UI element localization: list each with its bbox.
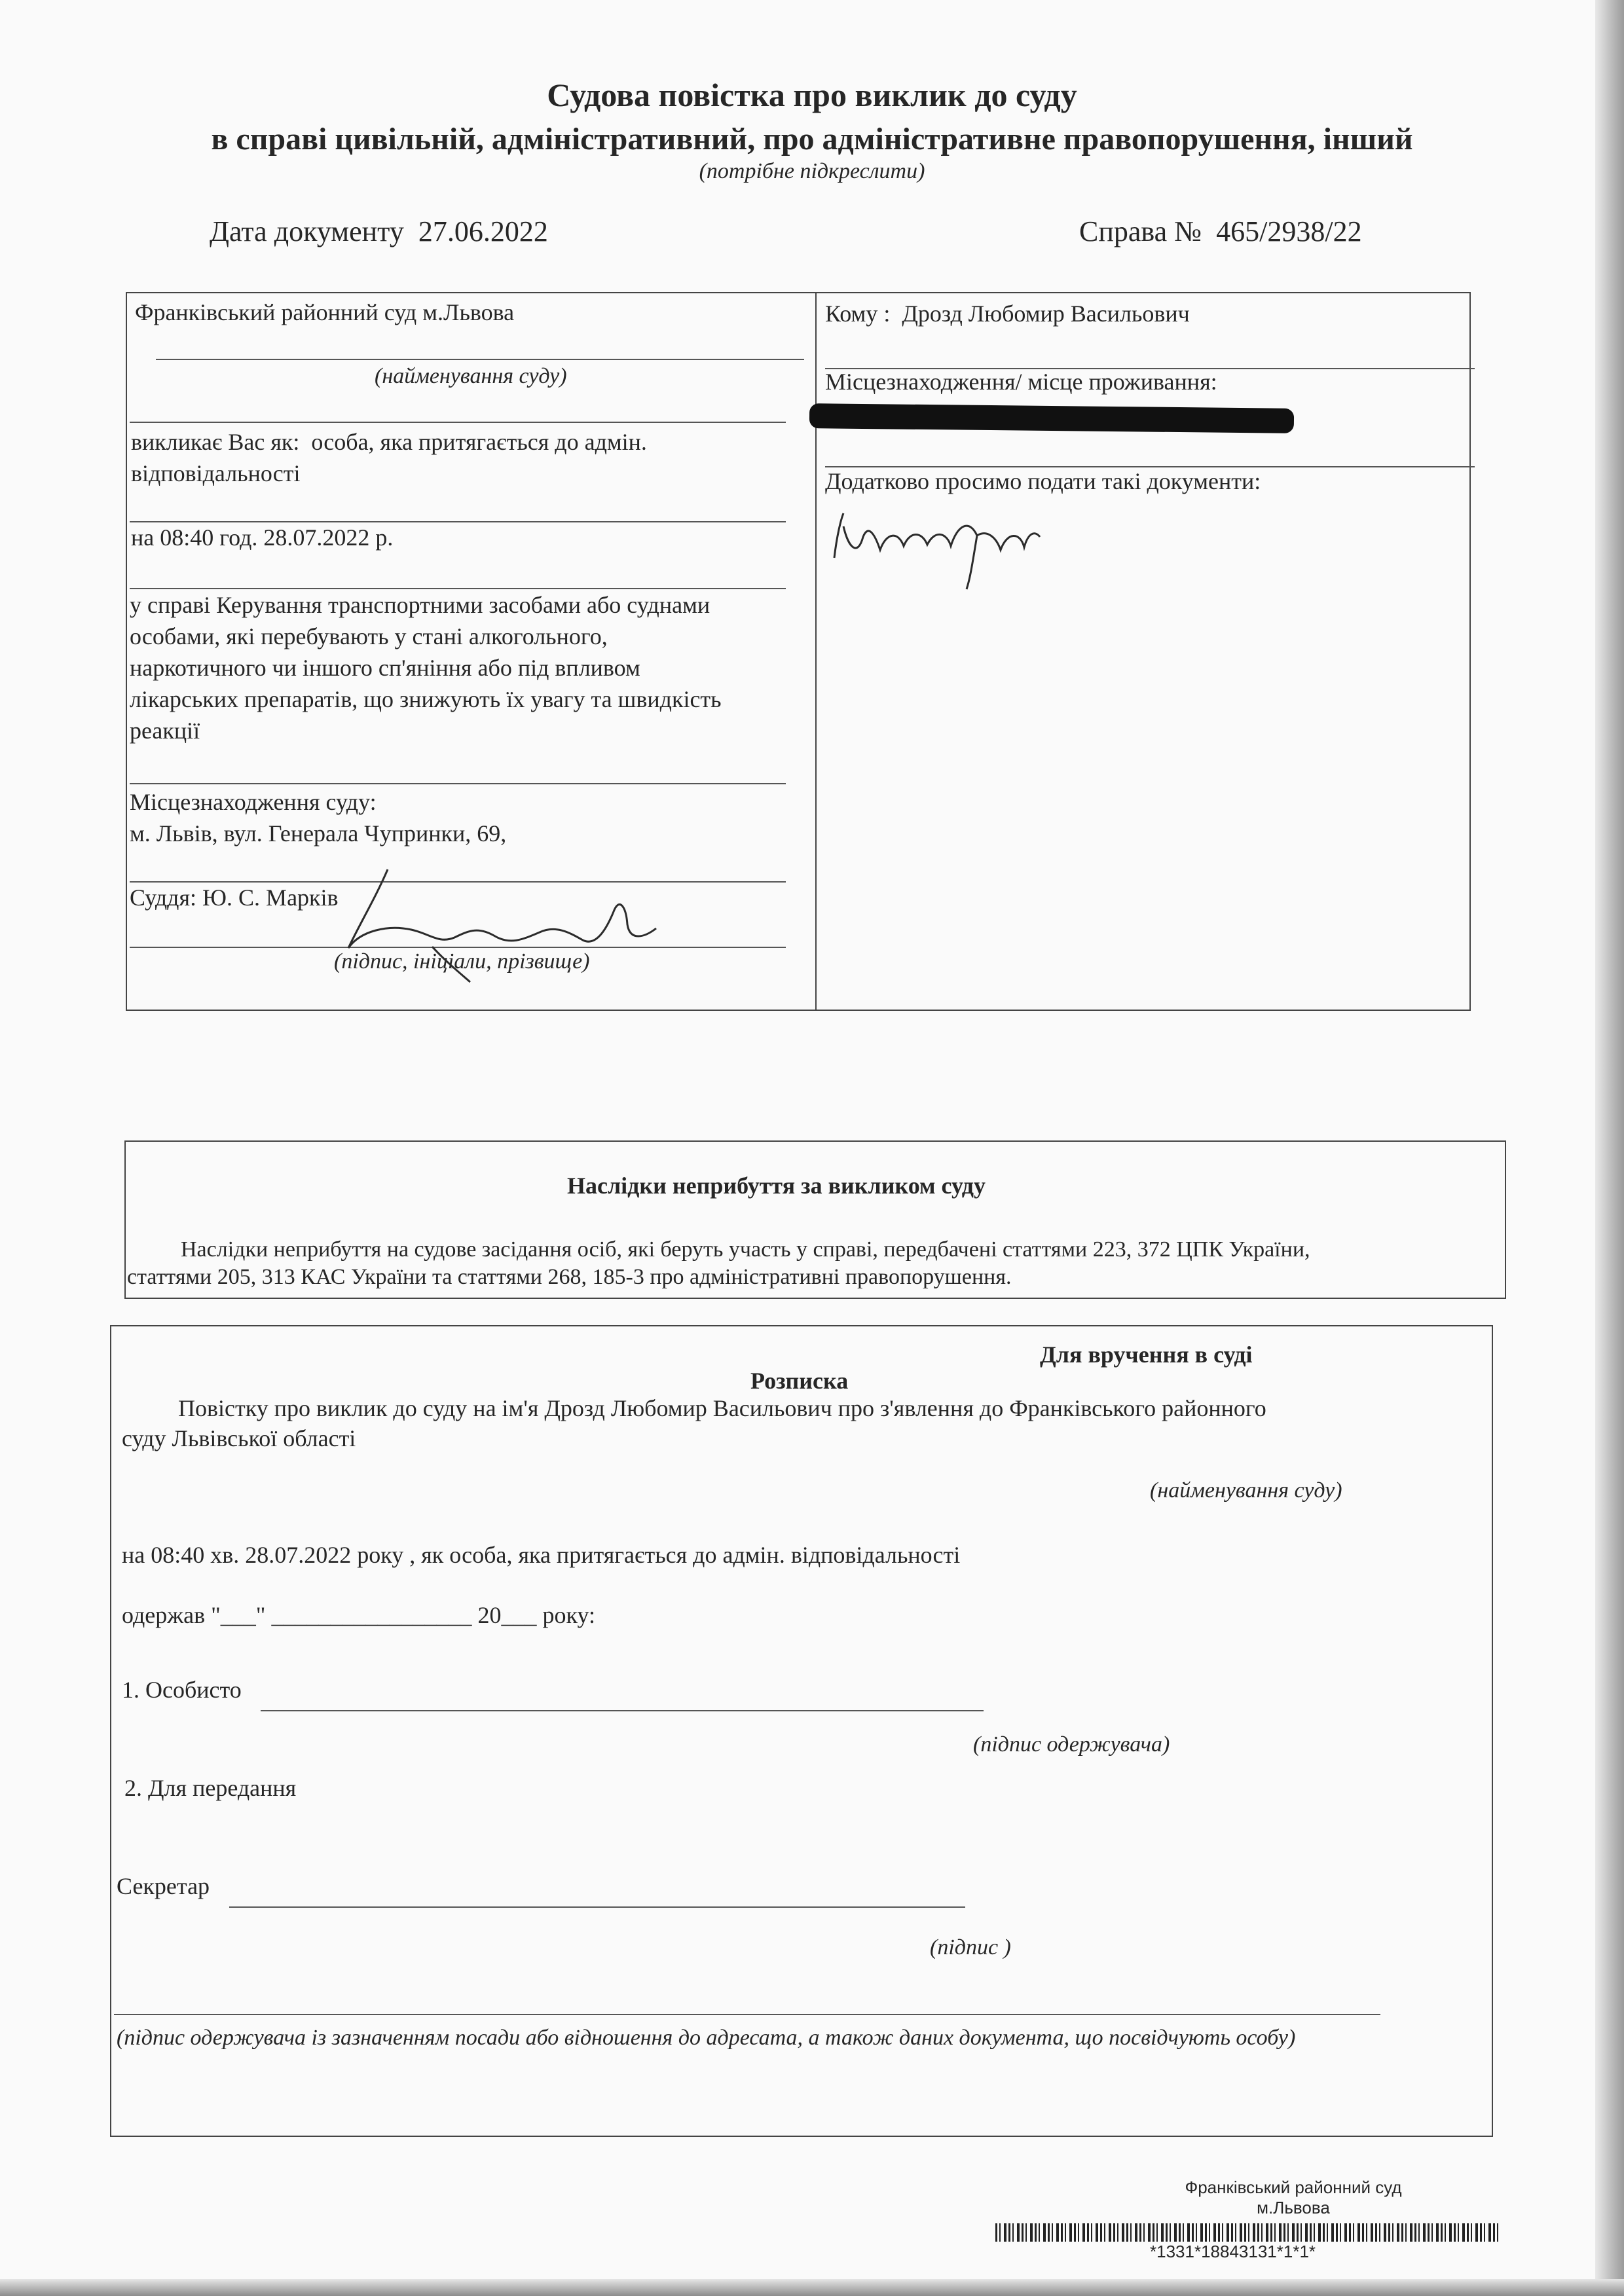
case-value: 465/2938/22: [1216, 215, 1362, 247]
case-description: [130, 589, 817, 746]
recipient-name: Дрозд Любомир Васильович: [902, 301, 1190, 327]
scan-bottom-shadow: [0, 2279, 1624, 2296]
secretary-signature-line: [229, 1906, 965, 1908]
summoned-as: [131, 428, 647, 456]
court-name: Франківський районний суд м.Львова: [135, 299, 515, 325]
document-subtitle: в справі цивільній, адміністративний, про адміністративне правопорушення, інший: [211, 122, 1413, 156]
court-address: м. Львів, вул. Генерала Чупринки, 69,: [130, 820, 507, 847]
case-number: [1079, 215, 1362, 248]
footer-court-line2: м.Львова: [1257, 2198, 1330, 2217]
court-name-caption: (найменування суду): [375, 364, 567, 388]
date-value: 27.06.2022: [418, 215, 548, 247]
court-location-label: Місцезнаходження суду:: [130, 789, 377, 815]
barcode-text: *1331*18843131*1*1*: [1150, 2242, 1316, 2261]
receipt-time: на 08:40 хв. 28.07.2022 року , як особа, яка притягається до адмін. відповідальності: [122, 1542, 961, 1568]
summoned-as-cont: відповідальності: [131, 460, 301, 486]
underline-note: (потрібне підкреслити): [699, 159, 925, 183]
address-label: Місцезнаходження/ місце проживання:: [825, 369, 1217, 395]
recipient-signature-line: [261, 1710, 984, 1711]
received-date-line: одержав "___" _________________ 20___ року:: [122, 1602, 596, 1628]
hearing-time: на 08:40 год. 28.07.2022 р.: [131, 524, 394, 551]
separator: [130, 521, 786, 522]
case-line: у справі Керування транспортними засобами або суднами: [130, 592, 710, 618]
summoned-as-value: особа, яка притягається до адмін.: [311, 429, 647, 455]
secretary-sign-caption: (підпис ): [930, 1935, 1011, 1959]
court-name-line: [156, 359, 804, 360]
separator: [130, 422, 786, 423]
footer-court-line1: Франківський районний суд: [1185, 2178, 1402, 2197]
barcode: [995, 2223, 1500, 2242]
judge-signature: [314, 851, 681, 995]
case-label: Справа №: [1079, 215, 1202, 247]
handwritten-passport: [825, 498, 1048, 602]
case-line: особами, які перебувають у стані алкогольного,: [130, 623, 608, 649]
receipt-text: Повістку про виклик до суду на ім'я Дрозд Любомир Васильович про з'явлення до Франківського районного: [178, 1395, 1266, 1421]
recipient: [825, 300, 1190, 327]
summoned-as-label: викликає Вас як:: [131, 429, 300, 455]
recipient-sign-caption: (підпис одержувача): [973, 1732, 1170, 1757]
case-line: лікарських препаратів, що знижують їх увагу та швидкість: [130, 686, 722, 712]
signature-caption: (підпис, ініціали, прізвище): [334, 949, 590, 974]
case-line: наркотичного чи іншого сп'яніння або під впливом: [130, 655, 640, 681]
consequences-title: Наслідки неприбуття за викликом суду: [567, 1173, 986, 1199]
receipt-title: Розписка: [750, 1368, 849, 1394]
personally-label: 1. Особисто: [122, 1677, 242, 1703]
footer-court: [1113, 2178, 1473, 2218]
case-line: реакції: [130, 718, 200, 744]
for-transfer-label: 2. Для передання: [124, 1775, 297, 1801]
judge-name: Суддя: Ю. С. Марків: [130, 884, 339, 911]
receipt-court-caption: (найменування суду): [1150, 1478, 1342, 1503]
scan-edge-shadow: [1595, 0, 1624, 2296]
consequences-text: Наслідки неприбуття на судове засідання осіб, які беруть участь у справі, передбачені статтями 223, 372 ЦПК України,: [181, 1237, 1310, 1262]
bottom-caption: (підпис одержувача із зазначенням посади або відношення до адресата, а також даних документа, що посвідчують особу): [117, 2026, 1296, 2050]
consequences-text-cont: статтями 205, 313 КАС України та статтями 268, 185-3 про адміністративні правопорушення.: [127, 1265, 1012, 1289]
extra-docs-label: Додатково просимо подати такі документи:: [825, 468, 1261, 494]
document-date: [210, 215, 548, 248]
receipt-text-cont: суду Львівської області: [122, 1425, 356, 1451]
for-court-label: Для вручення в суді: [1040, 1341, 1253, 1368]
separator: [130, 783, 786, 784]
recipient-label: Кому :: [825, 301, 891, 327]
date-label: Дата документу: [210, 215, 404, 247]
redaction-mark: [809, 403, 1294, 433]
document-title: Судова повістка про виклик до суду: [547, 77, 1077, 113]
bottom-signature-line: [114, 2014, 1380, 2015]
secretary-label: Секретар: [117, 1873, 210, 1899]
